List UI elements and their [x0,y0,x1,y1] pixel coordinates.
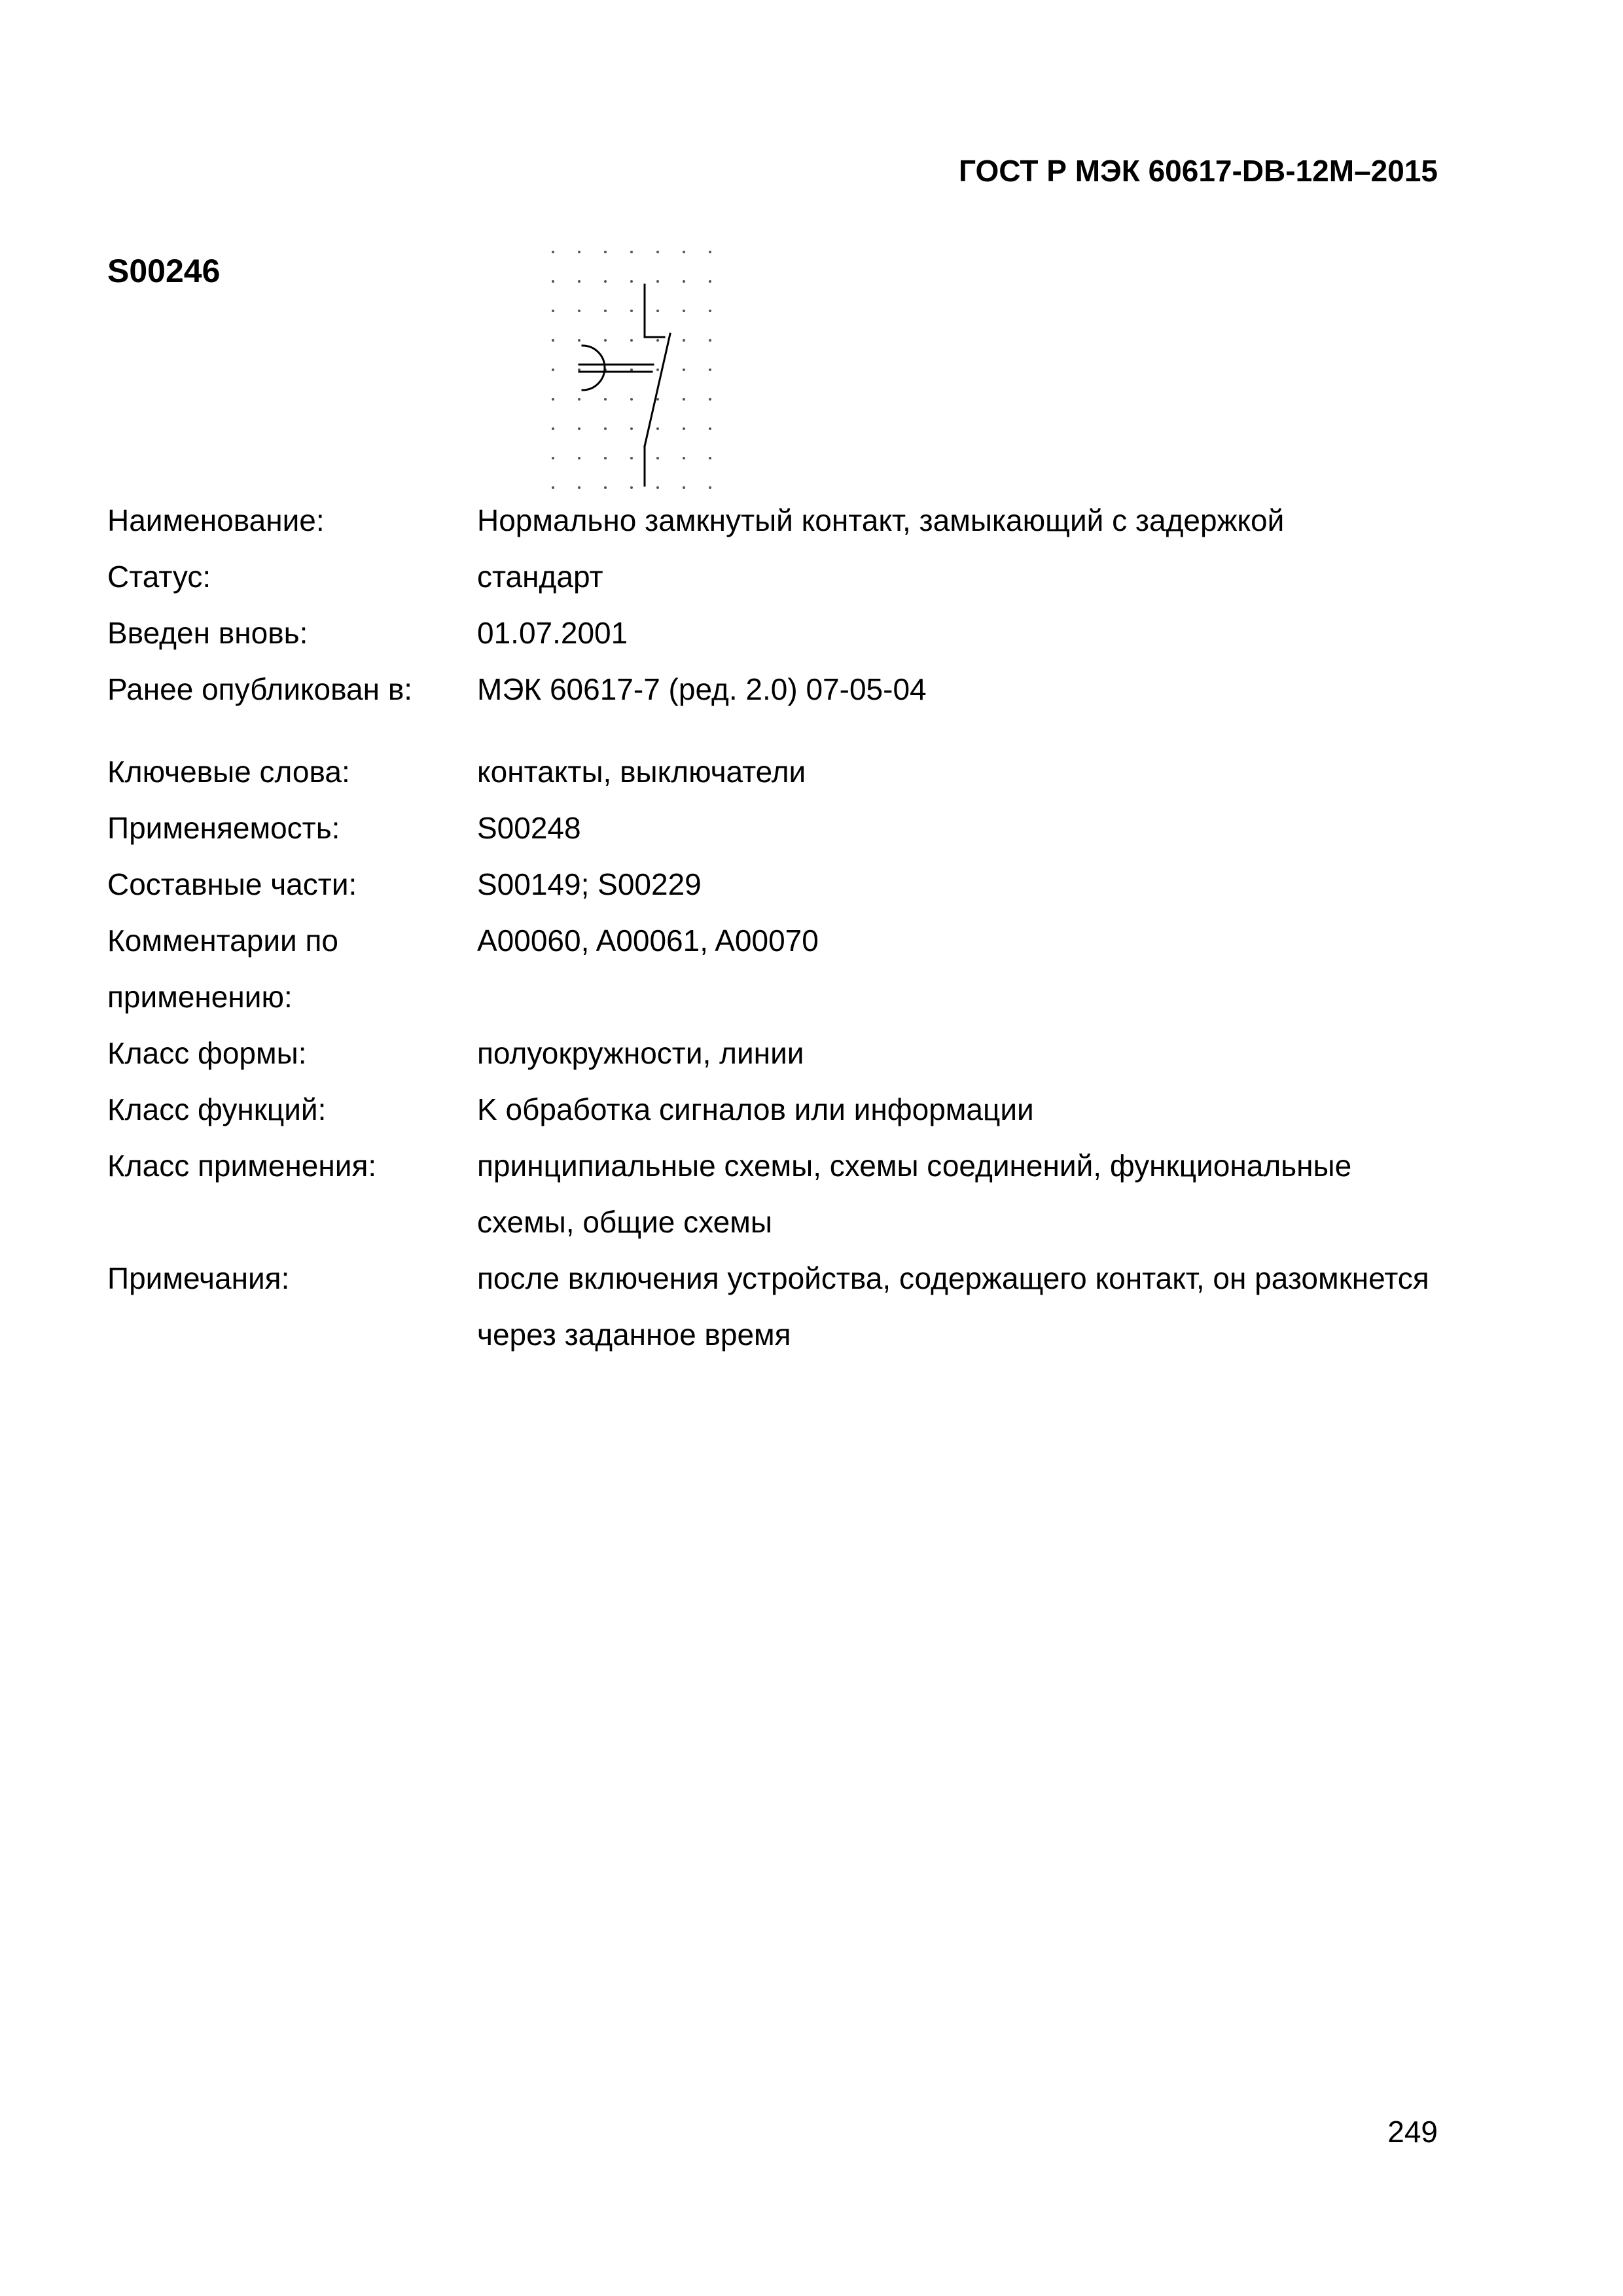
grid-dot [630,486,633,489]
grid-dot [683,251,685,253]
grid-dot [630,427,633,430]
property-value: принципиальные схемы, схемы соединений, функциональные схемы, общие схемы [477,1149,1352,1239]
contact-symbol-lines [579,285,670,486]
grid-dot [709,457,711,459]
grid-dot [552,251,554,253]
grid-dot [709,251,711,253]
grid-dot [656,280,659,283]
grid-dot [630,280,633,283]
property-value: K обработка сигналов или информации [477,1092,1034,1126]
grid-dot [683,457,685,459]
grid-dot [683,280,685,283]
grid-dot [578,368,580,371]
property-label: Составные части: [107,867,357,901]
property-value: S00248 [477,811,581,845]
grid-dot [604,310,607,312]
property-row-name [107,492,1449,548]
document-standard-header: ГОСТ Р МЭК 60617-DB-12M–2015 [959,154,1438,188]
grid-dot [578,398,580,401]
grid-dot [656,368,659,371]
property-value: контакты, выключатели [477,755,806,789]
grid-dot [683,398,685,401]
grid-dot [578,457,580,459]
property-label: Ключевые слова: [107,755,350,789]
symbol-id: S00246 [107,253,221,289]
grid-dot [578,251,580,253]
grid-dot [656,486,659,489]
property-row-previously-published [107,661,1449,717]
grid-dot [578,280,580,283]
grid-dot [656,457,659,459]
grid-dot [552,310,554,312]
grid-dot [709,427,711,430]
grid-dot [630,368,633,371]
grid-dot [683,368,685,371]
grid-dot [630,251,633,253]
grid-dot [630,339,633,342]
grid-dot [656,251,659,253]
grid-dot [656,339,659,342]
grid-dot [604,280,607,283]
property-value: полуокружности, линии [477,1036,804,1070]
grid-dot [630,457,633,459]
property-value: 01.07.2001 [477,616,628,650]
grid-dot [604,427,607,430]
grid-dot [683,310,685,312]
property-row-keywords [107,744,1449,800]
property-label: Класс функций: [107,1092,327,1126]
property-row-notes [107,1250,1449,1363]
grid-dot [552,457,554,459]
property-row-application-notes [107,912,1449,1025]
grid-dot [656,427,659,430]
grid-dot [604,251,607,253]
symbol-properties-table [107,492,1449,1363]
grid-dot [709,280,711,283]
grid-dot [604,457,607,459]
grid-dot [578,427,580,430]
grid-dot [552,368,554,371]
grid-dot [683,339,685,342]
grid-dot [552,280,554,283]
grid-dot [552,339,554,342]
property-row-status [107,548,1449,605]
page-number: 249 [1387,2115,1438,2149]
delay-semicircle [582,346,605,390]
symbol-grid-dots [552,251,711,489]
grid-dot [604,486,607,489]
grid-dot [709,339,711,342]
grid-dot [709,398,711,401]
grid-dot [578,339,580,342]
property-label: Ранее опубликован в: [107,672,413,706]
property-value: после включения устройства, содержащего контакт, он разомкнется через заданное время [477,1261,1429,1352]
grid-dot [656,310,659,312]
grid-dot [630,398,633,401]
property-value: Нормально замкнутый контакт, замыкающий с задержкой [477,503,1285,537]
grid-dot [604,339,607,342]
grid-dot [683,486,685,489]
property-label: Статус: [107,560,211,594]
property-label: Комментарии по применению: [107,924,338,1014]
property-label: Примечания: [107,1261,290,1295]
grid-dot [630,310,633,312]
grid-dot [709,368,711,371]
grid-dot [604,398,607,401]
grid-dot [552,398,554,401]
property-label: Введен вновь: [107,616,308,650]
property-value: МЭК 60617-7 (ред. 2.0) 07-05-04 [477,672,927,706]
property-value: S00149; S00229 [477,867,702,901]
property-row-form-class [107,1025,1449,1081]
grid-dot [552,486,554,489]
grid-dot [578,310,580,312]
break-contact-delayed-closing-symbol [543,242,720,497]
grid-dot [683,427,685,430]
property-label: Класс формы: [107,1036,307,1070]
grid-dot [552,427,554,430]
property-label: Класс применения: [107,1149,377,1183]
property-label: Наименование: [107,503,325,537]
property-label: Применяемость: [107,811,340,845]
grid-dot [578,486,580,489]
property-row-function-class [107,1081,1449,1138]
grid-dot [656,398,659,401]
property-row-application-class [107,1138,1449,1250]
property-row-introduced [107,605,1449,661]
property-value: A00060, A00061, A00070 [477,924,819,958]
grid-dot [709,310,711,312]
property-row-applicability [107,800,1449,856]
property-row-components [107,856,1449,912]
grid-dot [709,486,711,489]
property-value: стандарт [477,560,603,594]
